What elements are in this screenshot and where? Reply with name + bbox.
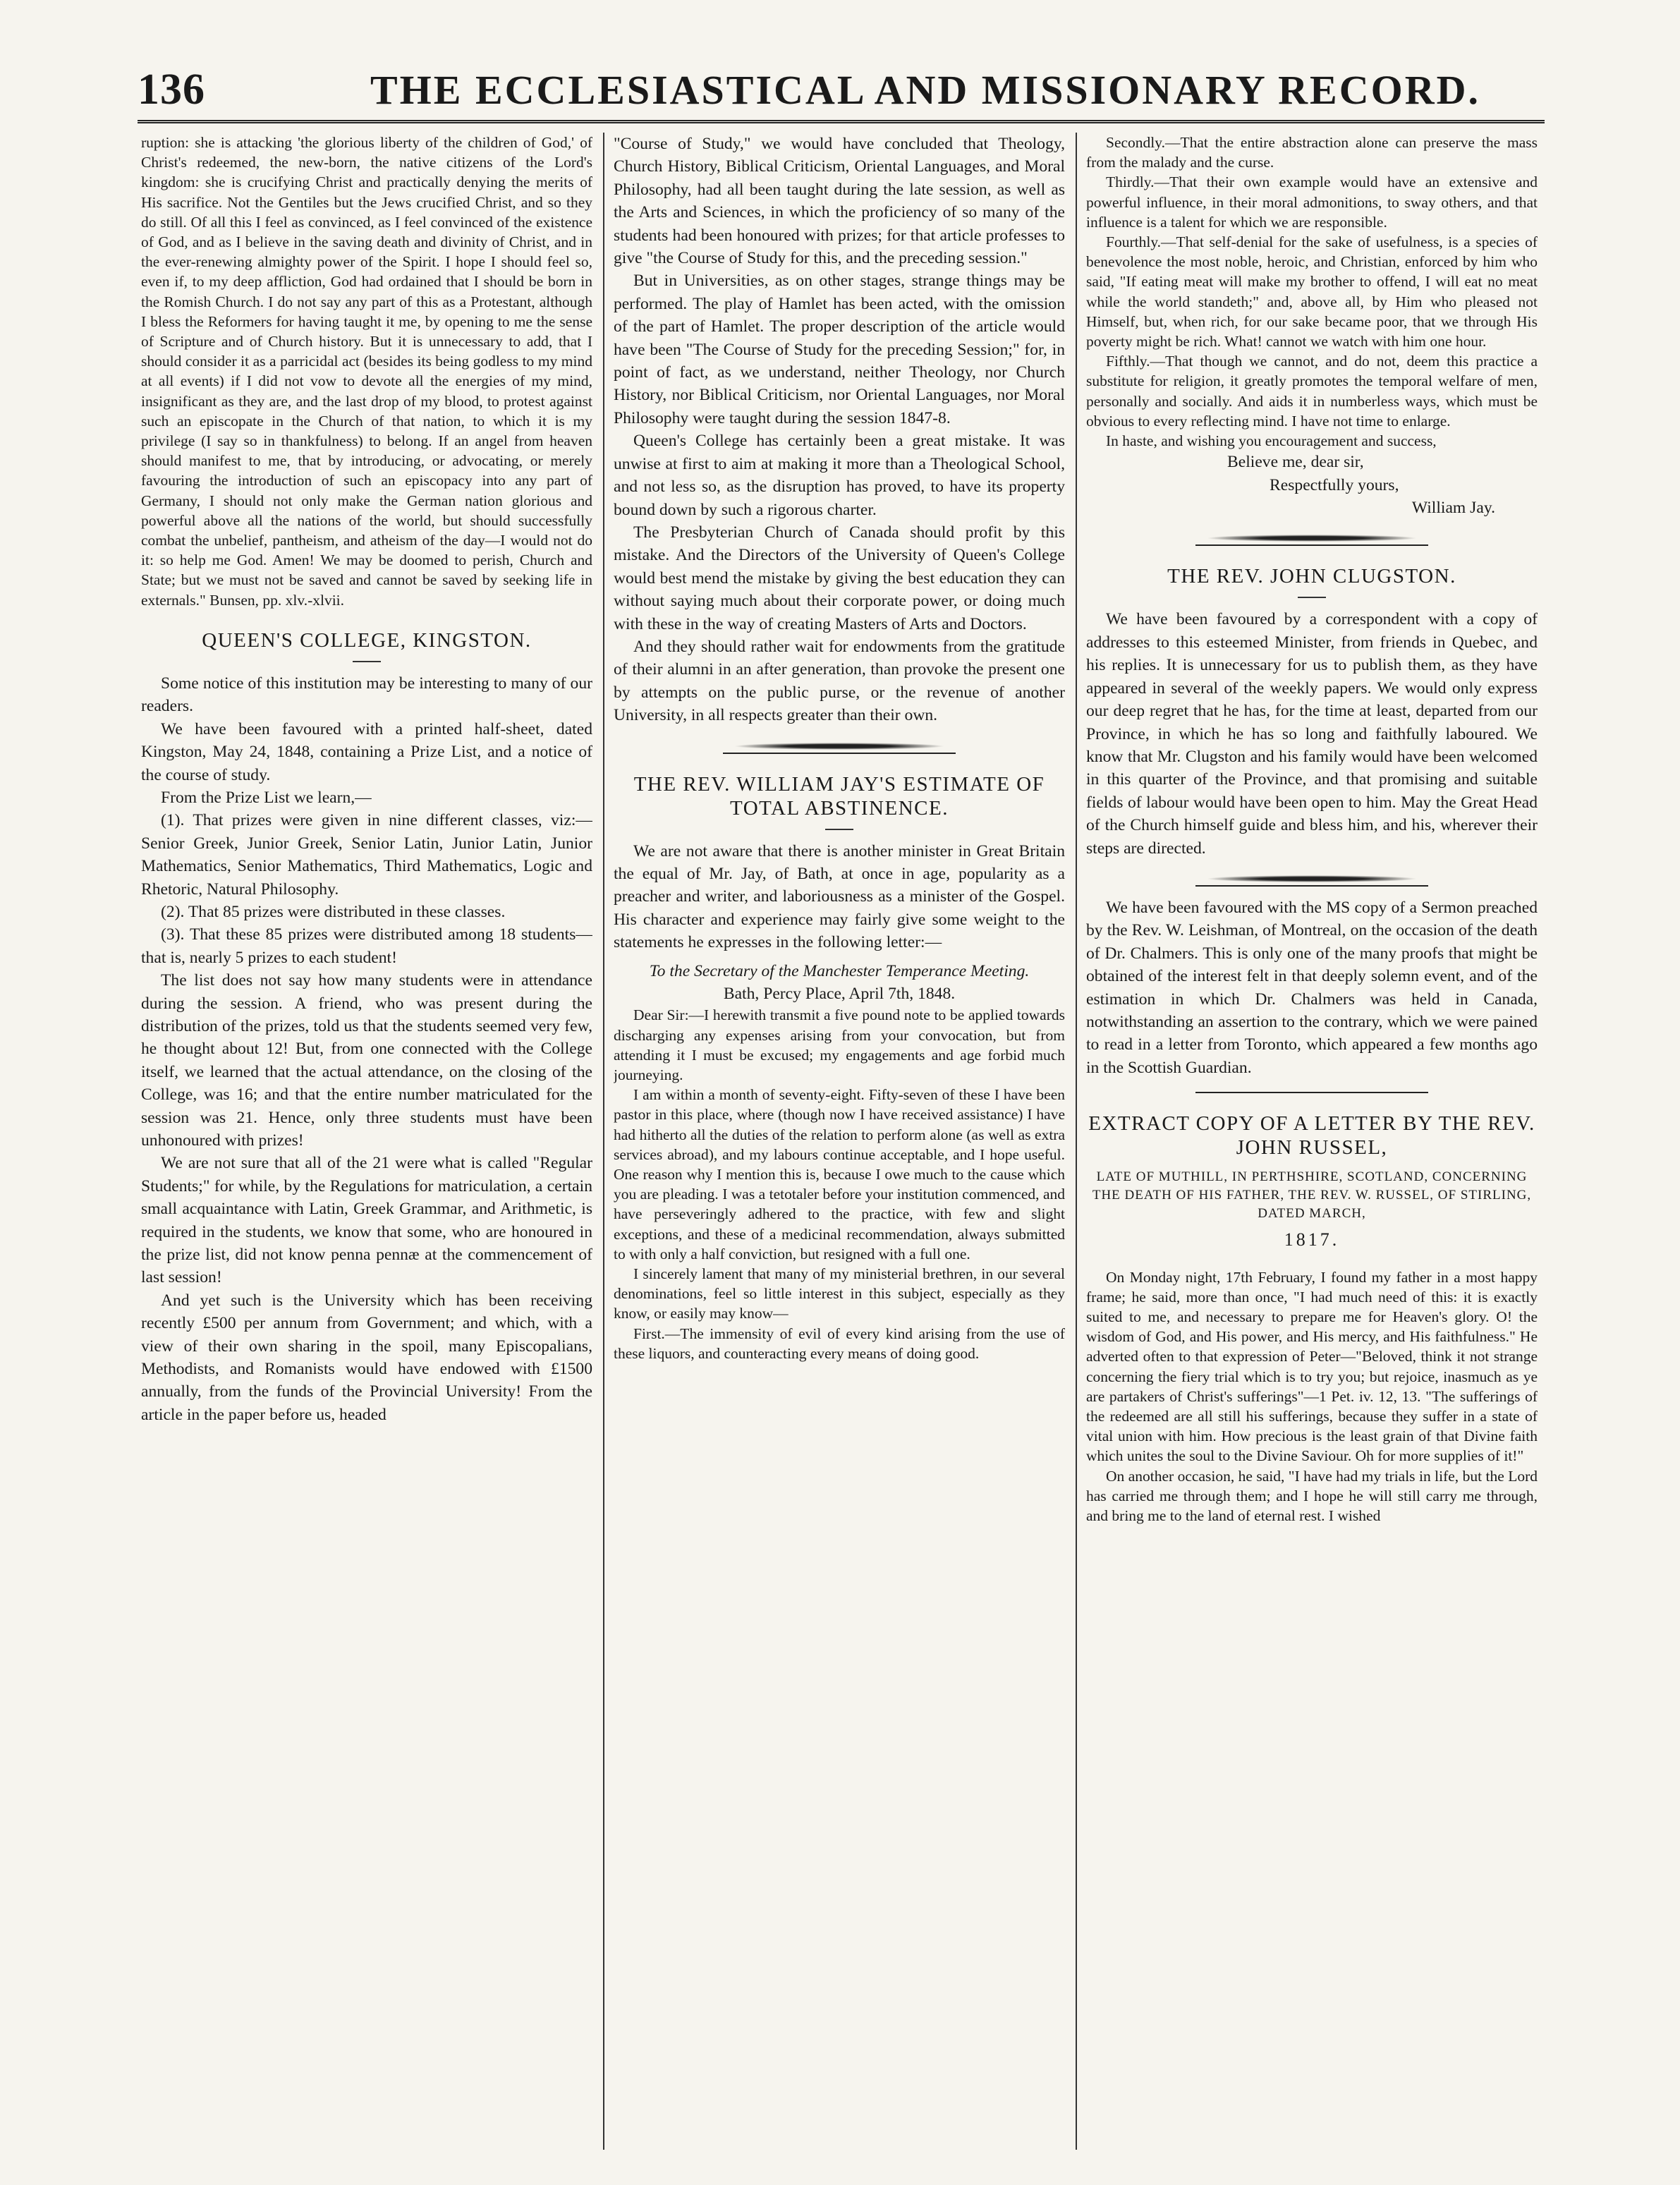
section-ornament [734,743,945,750]
article-paragraph: We are not sure that all of the 21 were what is called "Regular Students;" for while, by the Regulations for matriculation, a certain small acquaintance with Latin, Greek Grammar, and Arithmetic, is required in the students, we know that some, who are honoured in the prize list, did not know penna pennæ at the commencement of last session! [141,1154,592,1287]
section-rule [1195,544,1428,546]
article-paragraph: And yet such is the University which has been receiving recently £500 per annum from Government; and which, with a view of their own sharing in the spoil, many Episcopalians, Methodists, and Romanists would have endowed with £1500 annually, from the funds of the Provincial University! From the article in the paper before us, headed [141,1291,592,1424]
letter-paragraph: Fifthly.—That though we cannot, and do not, deem this practice a substitute for religion, it greatly promotes the temporal welfare of men, personally and socially. And aids it in numberless ways, which must be obvious to every reflecting mind. I have not time to enlarge. [1086,353,1538,430]
letter-paragraph: I sincerely lament that many of my ministerial brethren, in our several denominations, feel so little interest in this subject, especially as they know, or easily may know— [614,1265,1065,1322]
article-paragraph: (2). That 85 prizes were distributed in these classes. [161,902,506,921]
section-rule [723,753,956,754]
article-title: EXTRACT COPY OF A LETTER BY THE REV. JOHN RUSSEL, [1088,1112,1535,1160]
article-paragraph: On another occasion, he said, "I have had my trials in life, but the Lord has carried me through them; and I hope he will still carry me through, and bring me to the land of eternal rest. I wished [1086,1467,1538,1525]
title-divider [353,661,381,662]
article-paragraph: (1). That prizes were given in nine different classes, viz:—Senior Greek, Junior Greek, Senior Latin, Junior Latin, Junior Mathematics, Senior Mathematics, Third Mathematics, Logic and Rhetoric, Natural Philosophy. [141,811,592,899]
article-paragraph: (3). That these 85 prizes were distributed among 18 students—that is, nearly 5 prizes to each student! [141,925,592,967]
column-1 [141,133,592,2150]
article-subtitle: LATE OF MUTHILL, IN PERTHSHIRE, SCOTLAND, CONCERNING THE DEATH OF HIS FATHER, THE REV. W. RUSSEL, OF STIRLING, DATED MARCH, [1092,1169,1532,1222]
section-ornament [1206,535,1418,542]
masthead-rule [138,120,1545,123]
article-paragraph: Some notice of this institution may be interesting to many of our readers. [141,674,592,716]
letter-paragraph: First.—The immensity of evil of every kind arising from the use of these liquors, and counteracting every means of doing good. [614,1325,1065,1362]
title-divider [825,829,853,830]
letter-paragraph: Thirdly.—That their own example would have an extensive and powerful influence, in their moral admonitions, to sway others, and that influence is a talent for which we are responsible. [1086,174,1538,231]
article-year: 1817. [1284,1229,1340,1250]
article-paragraph: "Course of Study," we would have concluded that Theology, Church History, Biblical Criticism, Oriental Languages, and Moral Philosophy, had all been taught during the late session, as well as the Arts and Sciences, in which the proficiency of so many of the students had been honoured with prizes; for that article professes to give "the Course of Study for this, and the preceding session." [614,135,1065,268]
letter-paragraph: Secondly.—That the entire abstraction alone can preserve the mass from the malady and the curse. [1086,134,1538,171]
column-divider [1076,133,1077,2150]
article-title: THE REV. WILLIAM JAY'S ESTIMATE OF TOTAL ABSTINENCE. [633,772,1045,820]
letter-paragraph: Fourthly.—That self-denial for the sake of usefulness, is a species of benevolence the most noble, heroic, and Christian, enforced by him who said, "If eating meat will make my brother to offend, I will eat no meat while the world standeth;" and, above all, by Him who pleased not Himself, but, when rich, for our sake became poor, that we through His poverty might be rich. What! cannot we watch with him one hour. [1086,233,1538,351]
masthead [138,65,1545,114]
letter-addressee: To the Secretary of the Manchester Temperance Meeting. [649,961,1030,980]
bunsen-quote-paragraph: ruption: she is attacking 'the glorious liberty of the children of God,' of Christ's redeemed, the new-born, the native citizens of the Lord's kingdom: she is crucifying Christ and practically denying the merits of His sacrifice. Not the Gentiles but the Jews crucified Christ, and so they do still. Of all this I feel as convinced, as I feel convinced of the existence of God, and as I believe in the saving death and divinity of Christ, and in the ever-renewing almighty power of the Spirit. I hope I should feel so, even if, to my deep affliction, God had ordained that I should be born in the Romish Church. I do not say any part of this as a Protestant, although I bless the Reformers for having taught it me, by opening to me the sense of Scripture and of Church history. But it is unnecessary to add, that I should consider it as a parricidal act (besides its being godless to my mind at all events) if I did not vow to devote all the energies of my mind, insignificant as they are, and the last drop of my blood, to protest against such an episcopate in the Church of that nation, to which it is my privilege (I say so in thankfulness) to belong. If an angel from heaven should manifest to me, that by introducing, or advocating, or merely favouring the introduction of such an episcopacy into any part of Germany, I should not only make the German nation glorious and powerful above all the nations of the world, but should successfully combat the unbelief, pantheism, and atheism of the day—I would not do it: so help me God. Amen! We may be doomed to perish, Church and State; but we must not be saved and cannot be saved by seeking life in externals." Bunsen, pp. xlv.-xlvii. [141,134,592,609]
letter-paragraph: Dear Sir:—I herewith transmit a five pound note to be applied towards discharging any expenses arising from your convocation, but from attending it I must be excused; my engagements and age forbid much journeying. [614,1006,1065,1084]
article-paragraph: Queen's College has certainly been a great mistake. It was unwise at first to aim at making it more than a Theological School, and not less so, as the disruption has proved, to have its property bound down by such a rigorous charter. [614,432,1065,519]
letter-closing: Respectfully yours, [1270,475,1399,494]
letter-paragraph: I am within a month of seventy-eight. Fifty-seven of these I have been pastor in this place, where (though now I have received assistance) I have had hitherto all the duties of the relation to perform alone (as well as extra services abroad), and my labours continue acceptable, and I hope useful. One reason why I mention this is, because I owe much to the cause which you are pleading. I was a tetotaler before your institution commenced, and have perseveringly adhered to the practice, with few and slight exceptions, and these of a medicinal recommendation, always submitted to with only a half conviction, but resigned with a full one. [614,1086,1065,1262]
letter-closing: Believe me, dear sir, [1227,453,1364,472]
article-paragraph: We have been favoured with the MS copy of a Sermon preached by the Rev. W. Leishman, of Montreal, on the occasion of the death of Dr. Chalmers. This is only one of the many proofs that might be obtained of the interest felt in that deeply solemn event, and of the estimation in which Dr. Chalmers was held in Canada, notwithstanding an assertion to the contrary, which we were pained to read in a letter from Toronto, which appeared a few months ago in the Scottish Guardian. [1086,898,1538,1077]
article-paragraph: But in Universities, as on other stages, strange things may be performed. The play of Hamlet has been acted, with the omission of the part of Hamlet. The proper description of the article would have been "The Course of Study for the preceding Session;" for, in point of fact, as we understand, neither Theology, nor Church History, nor Biblical Criticism, nor Oriental Languages, nor Moral Philosophy were taught during the session 1847-8. [614,272,1065,427]
column-3 [1086,133,1538,2150]
article-paragraph: From the Prize List we learn,— [161,788,372,807]
letter-dateline: Bath, Percy Place, April 7th, 1848. [723,985,956,1003]
article-paragraph: The Presbyterian Church of Canada should profit by this mistake. And the Directors of the University of Queen's College would best mend the mistake by giving the best education they can without saying much about their corporate power, or doing much with these in the way of creating Masters of Arts and Doctors. [614,523,1065,633]
journal-title: THE ECCLESIASTICAL AND MISSIONARY RECORD. [370,67,1480,113]
title-divider [1298,597,1326,598]
article-paragraph: We have been favoured with a printed half-sheet, dated Kingston, May 24, 1848, containing a Prize List, and a notice of the course of study. [141,719,592,784]
page-number: 136 [138,66,205,114]
section-rule [1195,1092,1428,1093]
article-title: THE REV. JOHN CLUGSTON. [1167,565,1456,588]
article-paragraph: On Monday night, 17th February, I found my father in a most happy frame; he said, more than once, "I had much need of this: it is exactly suited to me, and necessary to prepare me for Heaven's glory. O! the wisdom of God, and His power, and His mercy, and His faithfulness." He adverted often to that expression of Peter—"Beloved, think it not strange concerning the fiery trial which is to try you; but rejoice, inasmuch as ye are partakers of Christ's sufferings"—1 Pet. iv. 12, 13. "The sufferings of the redeemed are all still his sufferings, because they suffer in a state of vital union with him. How precious is the least grain of that Divine faith which unites the soul to the Divine Saviour. Oh for more supplies of it!" [1086,1268,1538,1465]
column-divider [603,133,604,2150]
article-paragraph: We have been favoured by a correspondent with a copy of addresses to this esteemed Minister, from friends in Quebec, and his replies. It is unnecessary for us to publish them, as they have appeared in several of the weekly papers. We would only express our deep regret that he has, for the time at least, departed from our Province, in which he has so long and faithfully laboured. We know that Mr. Clugston and his family would have been welcomed in this quarter of the Province, and that promising and suitable fields of labour would have been open to him. May the Great Head of the Church himself guide and bless him, and his, wherever their steps are directed. [1086,610,1538,858]
article-paragraph: The list does not say how many students were in attendance during the session. A friend, who was present during the distribution of the prizes, told us that the students seemed very few, he thought about 12! But, from one connected with the College itself, we learned that the actual attendance, on the closing of the College, was 16; and that the entire number matriculated for the session was 21. Hence, only three students must have been unhonoured with prizes! [141,971,592,1150]
column-2 [614,133,1065,2150]
article-paragraph: And they should rather wait for endowments from the gratitude of their alumni in an after generation, than provoke the present one by attempts on the public purse, or the revenue of another University, in all respects greater than their own. [614,637,1065,725]
article-title: QUEEN'S COLLEGE, KINGSTON. [202,628,532,652]
article-paragraph: We are not aware that there is another minister in Great Britain the equal of Mr. Jay, of Bath, at once in age, popularity as a preacher and writer, and laboriousness as a minister of the Gospel. His character and experience may fairly give some weight to the statements he expresses in the following letter:— [614,841,1065,952]
letter-signature: William Jay. [1411,499,1495,518]
section-ornament [1206,875,1418,882]
letter-paragraph: In haste, and wishing you encouragement and success, [1106,432,1437,450]
